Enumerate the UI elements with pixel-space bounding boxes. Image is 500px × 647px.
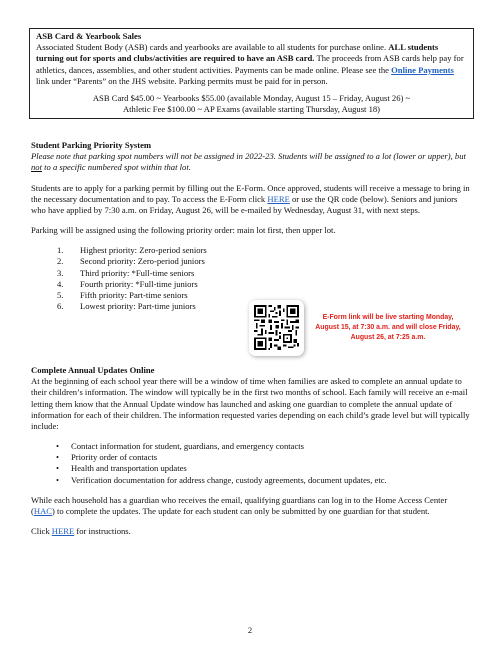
- list-item: [57, 268, 471, 279]
- priority-text: Second priority: Zero-period juniors: [80, 256, 205, 267]
- priority-number: 3.: [57, 267, 64, 278]
- update-items-list: [31, 441, 471, 486]
- hac-link[interactable]: HAC: [33, 505, 53, 516]
- asb-text-b: The proceeds from ASB cards help pay for athletics, dances, assemblies, and other student activities. Payments can be made online. Please see the: [36, 53, 464, 75]
- priority-number: 4.: [57, 278, 64, 289]
- page-number: 2: [247, 625, 253, 635]
- priority-text: Highest priority: Zero-period seniors: [80, 245, 207, 256]
- qr-code-icon: [254, 305, 299, 350]
- annual-title: Complete Annual Updates Online: [31, 365, 155, 375]
- click-text: Click: [31, 526, 52, 537]
- parking-text-b: or use the QR code (below). Seniors and juniors who have applied by 7:30 a.m. on Friday, August 26, will be e-mailed by Wednesday, August 31, with next steps.: [31, 193, 458, 215]
- prices-line-1: ASB Card $45.00 ~ Yearbooks $55.00 (available Monday, August 15 – Friday, August 26) ~: [92, 92, 411, 103]
- instructions-line: [31, 526, 471, 537]
- parking-note-b: to a specific numbered spot within that lot.: [41, 162, 191, 173]
- online-payments-link[interactable]: Online Payments: [391, 64, 454, 75]
- parking-note: [31, 151, 471, 173]
- asb-text-a: Associated Student Body (ASB) cards and yearbooks are available to all students for purchase online.: [36, 42, 389, 53]
- parking-note-a: Please note that parking spot numbers will not be assigned in 2022-23. Students will be assigned to a lot (lower or upper), but: [31, 151, 466, 162]
- asb-requirement: ALL students turning out for sports and clubs/activities are required to have an ASB card.: [36, 42, 439, 64]
- asb-title: ASB Card & Yearbook Sales: [36, 31, 142, 41]
- asb-text-c: link under “Parents” on the JHS website. Parking permits must be paid for in person.: [36, 75, 328, 86]
- instructions-here-link[interactable]: HERE: [51, 526, 75, 537]
- asb-sales-box: [29, 28, 474, 119]
- for-instructions-text: for instructions.: [74, 526, 131, 537]
- eform-here-link[interactable]: HERE: [267, 193, 290, 204]
- priority-text: Lowest priority: Part-time juniors: [80, 301, 196, 312]
- hac-text-a: While each household has a guardian who receives the email, qualifying guardians can log in to the Home Access Center (: [31, 494, 448, 516]
- qr-code[interactable]: [249, 300, 304, 356]
- parking-text-a: Students are to apply for a parking permit by filling out the E-Form. Once approved, students will receive a message to bring in the necessary documentation and to pay. To access the E-Form click: [31, 182, 470, 204]
- list-item: • Health and transportation updates: [71, 463, 471, 474]
- parking-title: Student Parking Priority System: [31, 140, 152, 150]
- priority-intro: Parking will be assigned using the following priority order: main lot first, then upper lot.: [31, 225, 336, 236]
- priority-number: 2.: [57, 256, 64, 267]
- priority-number: 6.: [57, 301, 64, 312]
- hac-paragraph: [31, 495, 471, 517]
- eform-availability-note: E-Form link will be live starting Monday, August 15, at 7:30 a.m. and will close Friday, August 26, at 7:25 a.m.: [315, 313, 461, 341]
- priority-text: Fifth priority: Part-time seniors: [80, 289, 188, 300]
- hac-text-b: ) to complete the updates. The update for each student can only be submitted by one guardian for that student.: [52, 505, 430, 516]
- list-item: [57, 279, 471, 290]
- list-item: [57, 245, 471, 256]
- list-item: • Verification documentation for address change, custody agreements, document updates, etc.: [71, 475, 471, 486]
- prices-line-2: Athletic Fee $100.00 ~ AP Exams (available starting Thursday, August 18): [122, 104, 381, 115]
- parking-paragraph: [31, 183, 471, 217]
- annual-paragraph: At the beginning of each school year there will be a window of time when families are asked to complete an annual update to their children’s information. The window will typically be in the first two months of school. Each family will receive an e-mail letting them know that the Annual Update window has launched and asking one guardian to complete the annual update of information for each of their children. The information requested varies depending on each child’s grade level but will typically include:: [31, 376, 470, 431]
- list-item: [57, 256, 471, 267]
- priority-number: 1.: [57, 245, 64, 256]
- asb-paragraph: [36, 42, 467, 87]
- priority-text: Third priority: *Full-time seniors: [80, 267, 195, 278]
- priority-text: Fourth priority: *Full-time juniors: [80, 278, 198, 289]
- list-item: • Contact information for student, guardians, and emergency contacts: [71, 441, 471, 452]
- parking-note-not: not: [31, 162, 42, 173]
- priority-number: 5.: [57, 289, 64, 300]
- list-item: • Priority order of contacts: [71, 452, 471, 463]
- annual-updates-section: [31, 365, 471, 537]
- parking-section: [31, 140, 471, 312]
